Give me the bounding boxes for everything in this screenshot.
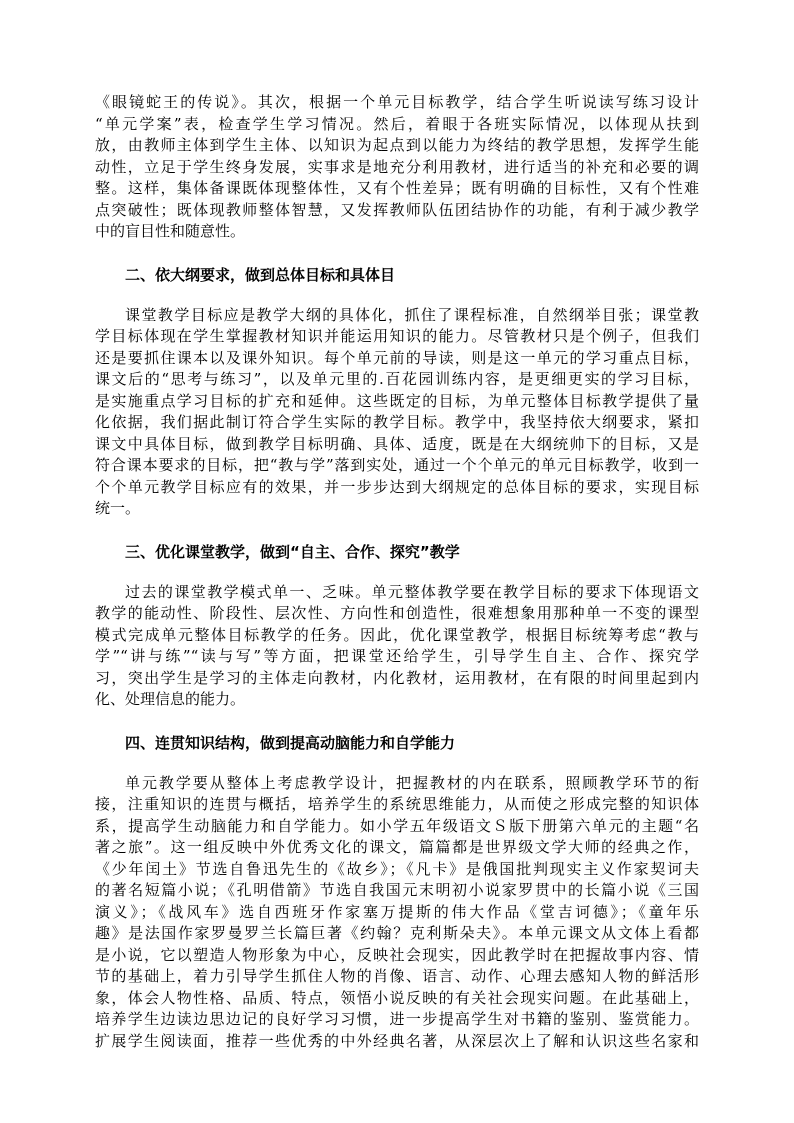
text-line: 学”“讲与练”“读与写”等方面，把课堂还给学生，引导学生自主、合作、探究学 [95,647,699,665]
text-line: 课堂教学目标应是教学大纲的具体化，抓住了课程标准，自然纲举目张；课堂教 [125,305,699,324]
text-line: 扩展学生阅读面，推荐一些优秀的中外经典名著，从深层次上了解和认识这些名家和 [95,1031,699,1050]
paragraph-3 [95,582,699,711]
text-line: “单元学案”表，检查学生学习情况。然后，着眼于各班实际情况，以体现从扶到 [95,114,699,133]
text-line: 点突破性；既体现教师整体智慧，又发挥教师队伍团结协作的功能，有利于减少教学 [95,200,699,219]
text-line: 著之旅”。这一组反映中外优秀文化的课文，篇篇都是世界级文学大师的经典之作， [95,838,699,856]
text-line: 模式完成单元整体目标教学的任务。因此，优化课堂教学，根据目标统筹考虑“教与 [95,625,699,644]
text-line: 演义》；《战风车》选自西班牙作家塞万提斯的伟大作品《堂吉诃德》；《童年乐 [95,902,699,921]
text-line: 《少年闰土》节选自鲁迅先生的《故乡》；《凡卡》是俄国批判现实主义作家契诃夫 [95,859,699,878]
text-line: 是小说，它以塑造人物形象为中心，反映社会现实，因此教学时在把握故事内容、情 [95,945,699,964]
text-line: 学目标体现在学生掌握教材知识并能运用知识的能力。尽管教材只是个例子，但我们 [95,327,699,345]
text-line: 化、处理信息的能力。 [95,690,246,708]
section-heading-3: 三、优化课堂教学，做到“自主、合作、探究”教学 [125,542,460,561]
text-line: 整。这样，集体备课既体现整体性，又有个性差异；既有明确的目标性，又有个性难 [95,179,699,197]
section-heading-2: 二、依大纲要求，做到总体目标和具体目 [125,265,396,284]
section-heading-4: 四、连贯知识结构，做到提高动脑能力和自学能力 [125,733,456,752]
text-line: 象，体会人物性格、品质、特点，领悟小说反映的有关社会现实问题。在此基础上， [95,988,699,1007]
text-line: 统一。 [95,499,141,517]
text-line: 化依据，我们据此制订符合学生实际的教学目标。教学中，我坚持依大纲要求，紧扣 [95,413,699,431]
document-page [95,92,699,1072]
text-line: 接，注重知识的连贯与概括，培养学生的系统思维能力，从而使之形成完整的知识体 [95,795,699,813]
text-line: 还是要抓住课本以及课外知识。每个单元前的导读，则是这一单元的学习重点目标， [95,348,699,367]
text-line: 是实施重点学习目标的扩充和延伸。这些既定的目标，为单元整体目标教学提供了量 [95,391,699,410]
text-line: 课文后的“思考与练习”，以及单元里的.百花园训练内容，是更细更实的学习目标， [95,370,699,388]
text-line: 放，由教师主体到学生主体、以知识为起点到以能力为终结的教学思想，发挥学生能 [95,136,699,154]
text-line: 单元教学要从整体上考虑教学设计，把握教材的内在联系，照顾教学环节的衔 [125,773,699,792]
paragraph-4 [95,773,699,1053]
text-line: 中的盲目性和随意性。 [95,222,246,240]
paragraph-2 [95,305,699,520]
text-line: 《眼镜蛇王的传说》。其次，根据一个单元目标教学，结合学生听说读写练习设计 [95,93,699,111]
text-line: 课文中具体目标，做到教学目标明确、具体、适度，既是在大纲统帅下的目标，又是 [95,434,699,453]
text-line: 个个单元教学目标应有的效果，并一步步达到大纲规定的总体目标的要求，实现目标 [95,477,699,496]
text-line: 培养学生边读边思边记的良好学习习惯，进一步提高学生对书籍的鉴别、鉴赏能力。 [95,1010,699,1028]
text-line: 动性，立足于学生终身发展，实事求是地充分利用教材，进行适当的补充和必要的调 [95,157,699,176]
paragraph-1 [95,92,699,243]
text-line: 过去的课堂教学模式单一、乏味。单元整体教学要在教学目标的要求下体现语文 [125,582,699,601]
text-line: 符合课本要求的目标，把“教与学”落到实处，通过一个个单元的单元目标教学，收到一 [95,456,699,474]
text-line: 节的基础上，着力引导学生抓住人物的肖像、语言、动作、心理去感知人物的鲜活形 [95,967,699,985]
text-line: 的著名短篇小说；《孔明借箭》节选自我国元末明初小说家罗贯中的长篇小说《三国 [95,881,699,899]
text-line: 趣》是法国作家罗曼罗兰长篇巨著《约翰？克利斯朵夫》。本单元课文从文体上看都 [95,924,699,942]
text-line: 系，提高学生动脑能力和自学能力。如小学五年级语文Ｓ版下册第六单元的主题“名 [95,816,699,835]
text-line: 教学的能动性、阶段性、层次性、方向性和创造性，很难想象用那种单一不变的课型 [95,604,699,622]
text-line: 习，突出学生是学习的主体走向教材，内化教材，运用教材，在有限的时间里起到内 [95,668,699,687]
